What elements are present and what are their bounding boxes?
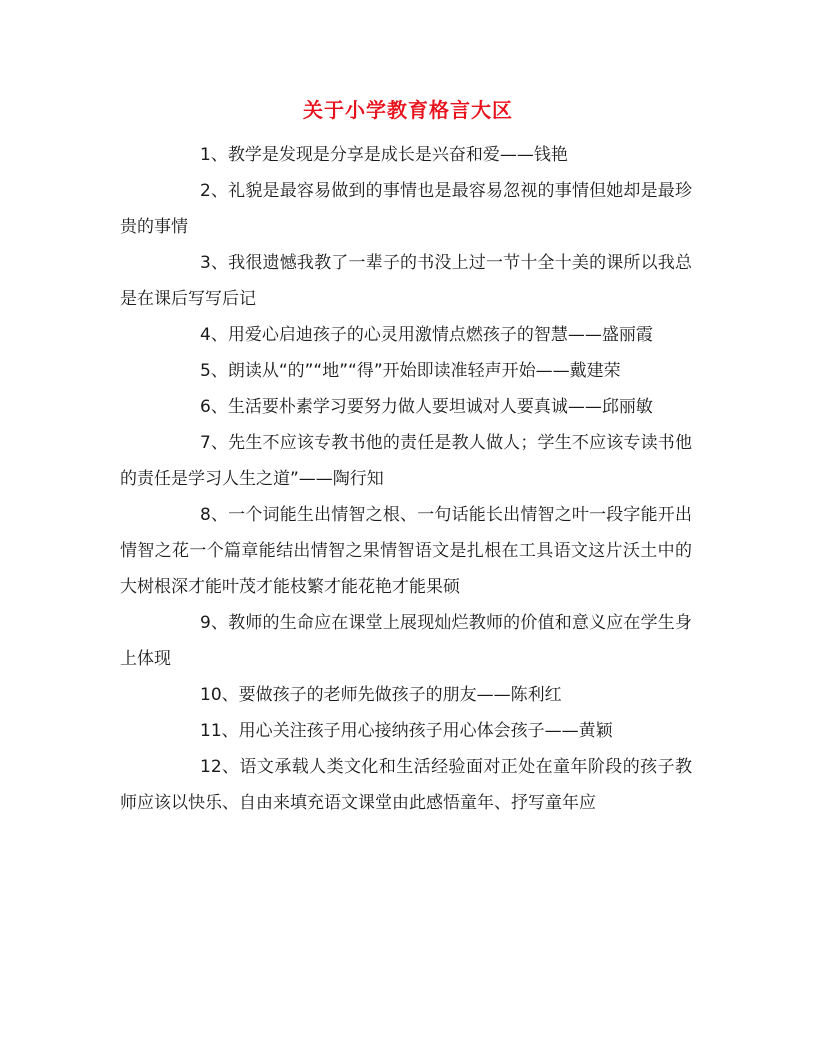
quote-paragraph-2: 2、礼貌是最容易做到的事情也是最容易忽视的事情但她却是最珍贵的事情 xyxy=(120,181,692,237)
quote-paragraph-5: 5、朗读从“的”“地”“得”开始即读准轻声开始——戴建荣 xyxy=(200,361,621,381)
quote-paragraph-4: 4、用爱心启迪孩子的心灵用激情点燃孩子的智慧——盛丽霞 xyxy=(200,325,653,345)
quote-paragraph-11: 11、用心关注孩子用心接纳孩子用心体会孩子——黄颖 xyxy=(200,721,613,741)
quote-paragraph-12: 12、语文承载人类文化和生活经验面对正处在童年阶段的孩子教师应该以快乐、自由来填充语文课堂由此感悟童年、抒写童年应 xyxy=(120,757,692,813)
document-body xyxy=(120,137,692,821)
quote-paragraph-3: 3、我很遗憾我教了一辈子的书没上过一节十全十美的课所以我总是在课后写写后记 xyxy=(120,253,692,309)
quote-paragraph-9: 9、教师的生命应在课堂上展现灿烂教师的价值和意义应在学生身上体现 xyxy=(120,613,692,669)
quote-paragraph-7: 7、先生不应该专教书他的责任是教人做人；学生不应该专读书他的责任是学习人生之道”——陶行知 xyxy=(120,433,692,489)
quote-paragraph-6: 6、生活要朴素学习要努力做人要坦诚对人要真诚——邱丽敏 xyxy=(200,397,653,417)
document-title: 关于小学教育格言大区 xyxy=(303,98,513,122)
quote-paragraph-10: 10、要做孩子的老师先做孩子的朋友——陈利红 xyxy=(200,685,562,705)
quote-paragraph-8: 8、一个词能生出情智之根、一句话能长出情智之叶一段字能开出情智之花一个篇章能结出情智之果情智语文是扎根在工具语文这片沃土中的大树根深才能叶茂才能枝繁才能花艳才能果硕 xyxy=(120,505,692,597)
quote-paragraph-1: 1、教学是发现是分享是成长是兴奋和爱——钱艳 xyxy=(200,145,568,165)
